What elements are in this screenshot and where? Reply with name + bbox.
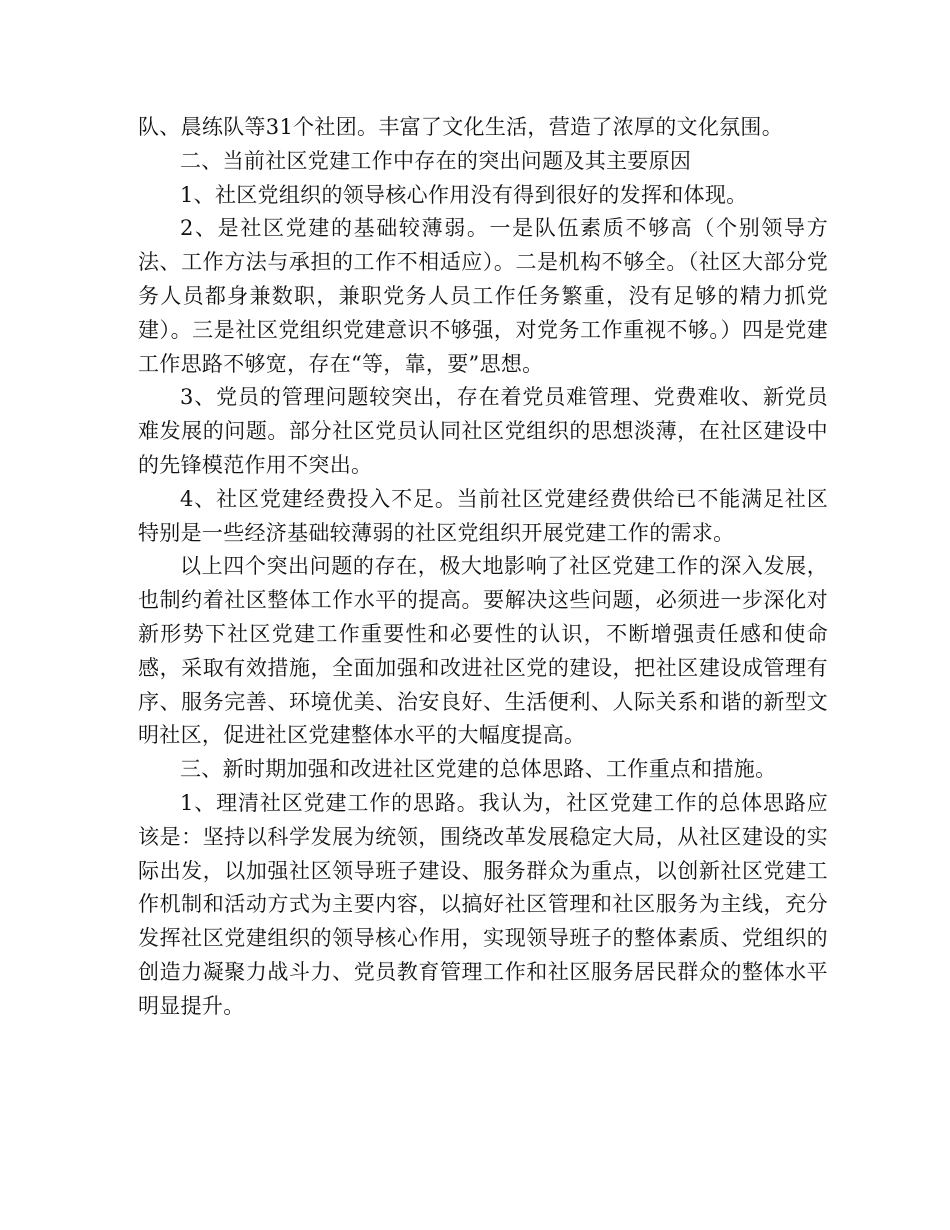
paragraph-6: 4、社区党建经费投入不足。当前社区党建经费供给已不能满足社区特别是一些经济基础较薄弱的社区党组织开展党建工作的需求。	[138, 486, 828, 545]
paragraph-4: 2、是社区党建的基础较薄弱。一是队伍素质不够高（个别领导方法、工作方法与承担的工作不相适应）。二是机构不够全。（社区大部分党务人员都身兼数职，兼职党务人员工作任务繁重，没有足够的精力抓党建）。三是社区党组织党建意识不够强，对党务工作重视不够。）四是党建工作思路不够宽，存在“等，靠，要”思想。	[138, 216, 828, 376]
paragraph-3: 1、社区党组织的领导核心作用没有得到很好的发挥和体现。	[180, 182, 748, 207]
paragraph-5: 3、党员的管理问题较突出，存在着党员难管理、党费难收、新党员难发展的问题。部分社区党员认同社区党组织的思想淡薄，在社区建设中的先锋模范作用不突出。	[138, 385, 828, 477]
section-heading-2: 二、当前社区党建工作中存在的突出问题及其主要原因	[180, 148, 692, 173]
paragraph-1: 队、晨练队等31个社团。丰富了文化生活，营造了浓厚的文化氛围。	[138, 115, 784, 139]
paragraph-9: 1、理清社区党建工作的思路。我认为，社区党建工作的总体思路应该是：坚持以科学发展为统领，围绕改革发展稳定大局，从社区建设的实际出发，以加强社区领导班子建设、服务群众为重点，以创新社区党建工作机制和活动方式为主要内容，以搞好社区管理和社区服务为主线，充分发挥社区党建组织的领导核心作用，实现领导班子的整体素质、党组织的创造力凝聚力战斗力、党员教育管理工作和社区服务居民群众的整体水平明显提升。	[138, 790, 828, 1018]
paragraph-7: 以上四个突出问题的存在，极大地影响了社区党建工作的深入发展，也制约着社区整体工作水平的提高。要解决这些问题，必须进一步深化对新形势下社区党建工作重要性和必要性的认识，不断增强责任感和使命感，采取有效措施，全面加强和改进社区党的建设，把社区建设成管理有序、服务完善、环境优美、治安良好、生活便利、人际关系和谐的新型文明社区，促进社区党建整体水平的大幅度提高。	[138, 554, 828, 748]
document-body	[138, 111, 828, 1024]
section-heading-8: 三、新时期加强和改进社区党建的总体思路、工作重点和措施。	[180, 757, 777, 782]
